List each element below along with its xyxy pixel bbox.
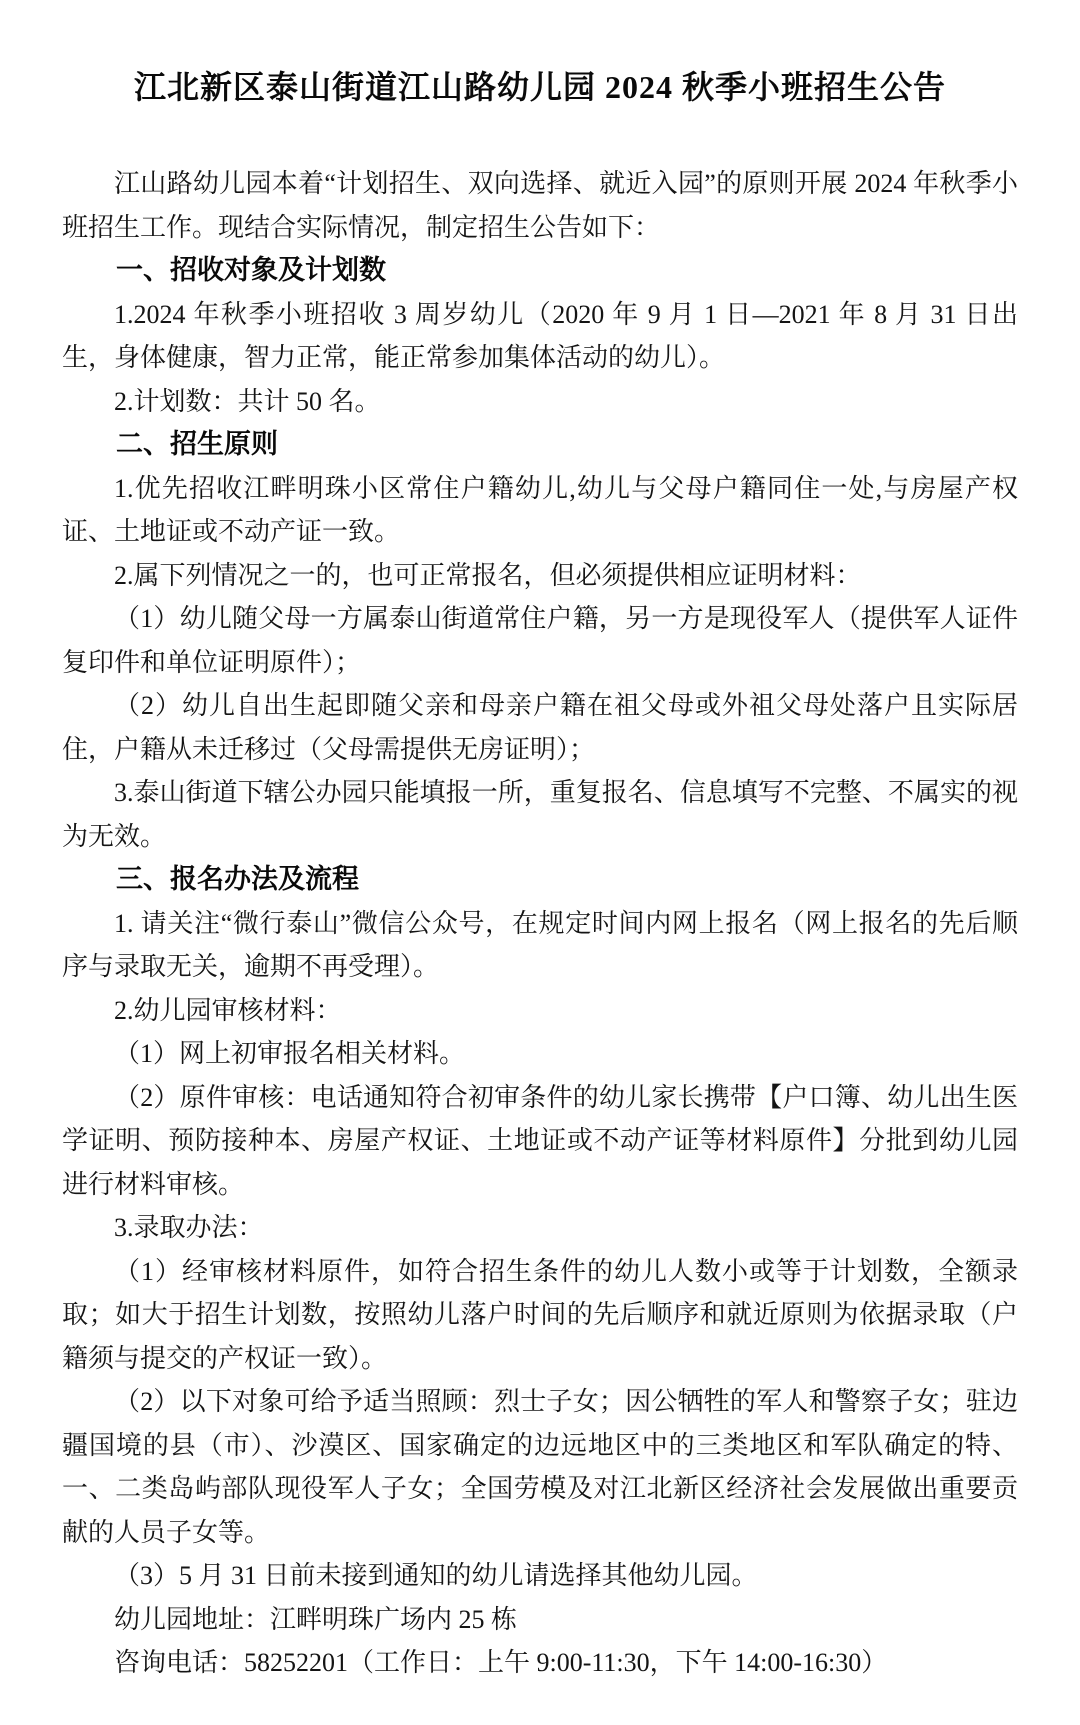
paragraph: （2）以下对象可给予适当照顾：烈士子女；因公牺牲的军人和警察子女；驻边疆国境的县（市）、沙漠区、国家确定的边远地区中的三类地区和军队确定的特、一、二类岛屿部队现役军人子女；全国劳模及对江北新区经济社会发展做出重要贡献的人员子女等。 <box>62 1387 1018 1547</box>
document-title: 江北新区泰山街道江山路幼儿园 2024 秋季小班招生公告 <box>133 69 946 105</box>
paragraph: （1）幼儿随父母一方属泰山街道常住户籍，另一方是现役军人（提供军人证件复印件和单位证明原件）； <box>62 604 1018 677</box>
section-heading: 一、招收对象及计划数 <box>116 255 386 285</box>
section-heading: 三、报名办法及流程 <box>116 864 359 894</box>
document-body <box>62 162 1018 1685</box>
paragraph: （2）幼儿自出生起即随父亲和母亲户籍在祖父母或外祖父母处落户且实际居住，户籍从未迁移过（父母需提供无房证明）； <box>62 691 1018 764</box>
paragraph: 3.泰山街道下辖公办园只能填报一所，重复报名、信息填写不完整、不属实的视为无效。 <box>62 778 1018 851</box>
paragraph: 2.计划数：共计 50 名。 <box>114 386 381 416</box>
paragraph: 3.录取办法： <box>114 1213 264 1242</box>
paragraph: （3）5 月 31 日前未接到通知的幼儿请选择其他幼儿园。 <box>114 1561 758 1590</box>
paragraph: 江山路幼儿园本着“计划招生、双向选择、就近入园”的原则开展 2024 年秋季小班招生工作。现结合实际情况，制定招生公告如下： <box>62 169 1018 242</box>
paragraph: （1）网上初审报名相关材料。 <box>114 1039 466 1068</box>
paragraph: 2.属下列情况之一的，也可正常报名，但必须提供相应证明材料： <box>114 560 862 590</box>
section-heading: 二、招生原则 <box>116 429 278 459</box>
paragraph: （1）经审核材料原件，如符合招生条件的幼儿人数小或等于计划数，全额录取；如大于招生计划数，按照幼儿落户时间的先后顺序和就近原则为依据录取（户籍须与提交的产权证一致）。 <box>62 1256 1018 1373</box>
paragraph: 幼儿园地址：江畔明珠广场内 25 栋 <box>114 1604 518 1634</box>
paragraph: 1.2024 年秋季小班招收 3 周岁幼儿（2020 年 9 月 1 日—2021 年 8 月 31 日出生，身体健康，智力正常，能正常参加集体活动的幼儿）。 <box>62 299 1018 372</box>
paragraph: （2）原件审核：电话通知符合初审条件的幼儿家长携带【户口簿、幼儿出生医学证明、预防接种本、房屋产权证、土地证或不动产证等材料原件】分批到幼儿园进行材料审核。 <box>62 1082 1018 1199</box>
paragraph: 1. 请关注“微行泰山”微信公众号，在规定时间内网上报名（网上报名的先后顺序与录取无关，逾期不再受理）。 <box>62 908 1018 981</box>
paragraph: 1.优先招收江畔明珠小区常住户籍幼儿,幼儿与父母户籍同住一处,与房屋产权证、土地证或不动产证一致。 <box>62 473 1018 546</box>
paragraph: 2.幼儿园审核材料： <box>114 995 342 1025</box>
paragraph: 咨询电话：58252201（工作日：上午 9:00-11:30，下午 14:00-16:30） <box>114 1648 888 1677</box>
